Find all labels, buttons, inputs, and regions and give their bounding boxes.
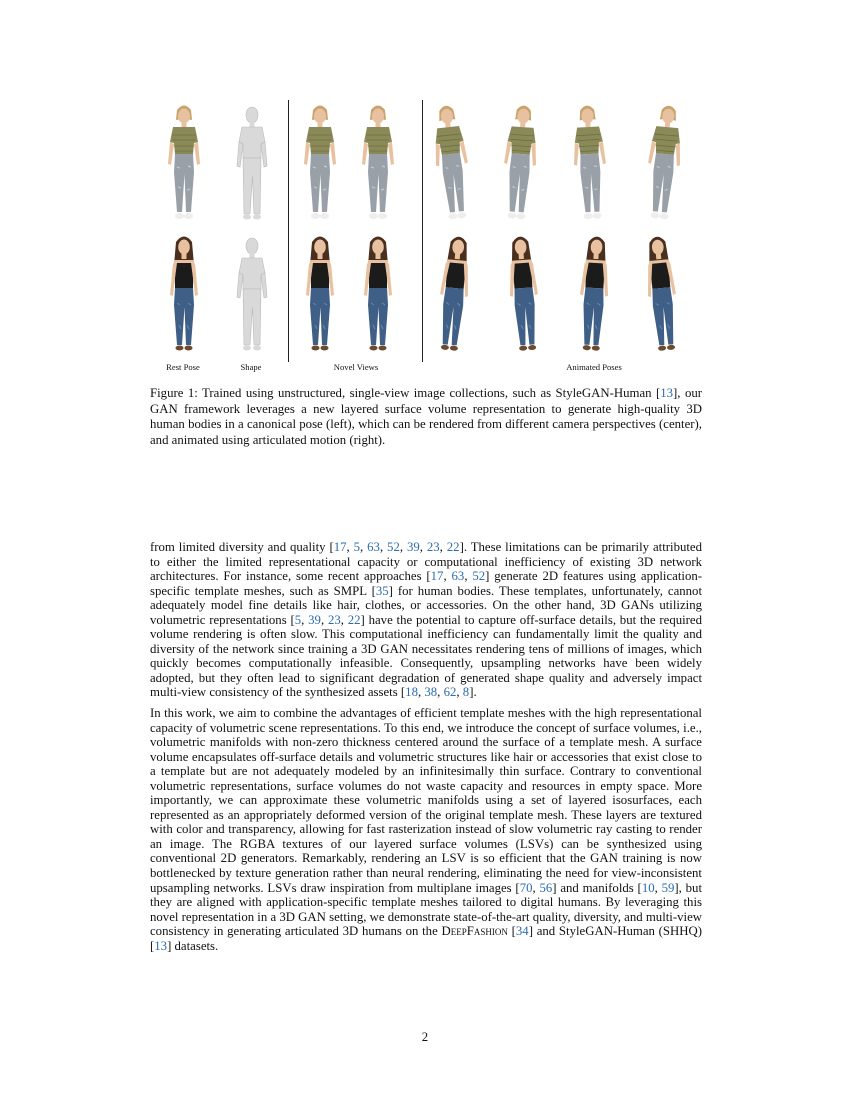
label-novel-views: Novel Views	[333, 362, 379, 372]
animated-pose-render	[496, 101, 545, 228]
novel-view-render	[358, 233, 398, 358]
novel-view-render	[358, 102, 398, 227]
figure-row-blonde	[150, 102, 702, 227]
figure-caption: Figure 1: Trained using unstructured, single-view image collections, such as StyleGAN-Human [13], our GAN framework leverages a new layered surface volume representation to generate high-quality 3D human bodies in a canonical pose (left), which can be rendered from different camera perspectives (center), and animated using articulated motion (right).	[150, 386, 702, 447]
citation-link[interactable]: 13	[660, 386, 674, 400]
animated-pose-render	[571, 232, 617, 359]
citation-link[interactable]: 59	[661, 880, 675, 895]
citation-link[interactable]: 5	[294, 612, 302, 627]
citation-link[interactable]: 8	[462, 685, 470, 700]
citation-link[interactable]: 22	[446, 540, 460, 554]
label-shape: Shape	[240, 362, 262, 372]
citation-link[interactable]: 56	[539, 880, 553, 895]
figure-row-brunette	[150, 233, 702, 358]
citation-link[interactable]: 34	[515, 924, 529, 939]
dataset-name: DeepFashion	[441, 924, 508, 939]
animated-pose-render	[429, 231, 480, 359]
shape-mesh-render	[232, 233, 272, 358]
citation-link[interactable]: 38	[424, 685, 438, 700]
label-animated-poses: Animated Poses	[566, 362, 622, 372]
citation-link[interactable]: 39	[406, 540, 420, 554]
rest-pose-render	[164, 233, 204, 358]
animated-pose-render	[567, 101, 613, 228]
figure-1	[150, 96, 702, 376]
citation-link[interactable]: 5	[353, 540, 361, 554]
animated-pose-render	[637, 231, 688, 359]
figure-divider-left	[288, 100, 289, 362]
citation-link[interactable]: 63	[451, 569, 465, 584]
citation-link[interactable]: 70	[519, 880, 533, 895]
novel-view-render	[300, 233, 340, 358]
citation-link[interactable]: 18	[405, 685, 418, 700]
citation-link[interactable]: 13	[154, 938, 168, 953]
body-text	[150, 540, 702, 959]
paragraph-1: from limited diversity and quality [17, 5, 63, 52, 39, 23, 22]. These limitations can be primarily attributed to either the limited representational capacity or computational inefficiency of existing 3D network architectures. For instance, some recent approaches [17, 63, 52] generate 2D features using application-specific template meshes, such as SMPL [35] for human bodies. These templates, unfortunately, cannot adequately model fine details like hair, clothes, or accessories. On the other hand, 3D GANs utilizing volumetric representations [5, 39, 23, 22] have the potential to capture off-surface details, but the required volume rendering is often slow. This computational inefficiency can fundamentally limit the quality and diversity of the network since training a 3D GAN necessitates rendering tens of millions of images, which quickly becomes computationally infeasible. Consequently, upsampling networks have been widely adopted, but they often lead to significant degradation of generated shape quality and adversely impact multi-view consistency of the synthesized assets [18, 38, 62, 8].	[150, 540, 703, 700]
page-number: 2	[421, 1030, 429, 1044]
citation-link[interactable]: 35	[375, 583, 389, 598]
novel-view-render	[300, 102, 340, 227]
rest-pose-render	[164, 102, 204, 227]
citation-link[interactable]: 17	[333, 540, 347, 554]
citation-link[interactable]: 52	[472, 569, 486, 584]
animated-pose-render	[426, 100, 479, 228]
citation-link[interactable]: 23	[426, 540, 440, 554]
animated-pose-render	[639, 100, 690, 228]
figure-divider-right	[422, 100, 423, 362]
animated-pose-render	[500, 232, 549, 359]
label-rest-pose: Rest Pose	[166, 362, 200, 372]
citation-link[interactable]: 10	[641, 880, 655, 895]
citation-link[interactable]: 62	[443, 685, 457, 700]
citation-link[interactable]: 63	[367, 540, 380, 554]
citation-link[interactable]: 52	[387, 540, 400, 554]
citation-link[interactable]: 23	[327, 612, 341, 627]
citation-link[interactable]: 17	[430, 569, 444, 584]
citation-link[interactable]: 22	[347, 612, 361, 627]
shape-mesh-render	[232, 102, 272, 227]
citation-link[interactable]: 39	[308, 612, 321, 627]
paragraph-2: In this work, we aim to combine the advantages of efficient template meshes with the high representational capacity of volumetric scene representations. To this end, we introduce the concept of surface volumes, i.e., volumetric manifolds with non-zero thickness centered around the surface of a template mesh. A surface volume encapsulates off-surface details and volumetric structures like hair or accessories that exist close to a template but are not adequately modeled by an infinitesimally thin surface. Contrary to conventional volumetric representations, surface volumes do not waste capacity and resources in empty space. More importantly, we can approximate these volumetric manifolds using a set of layered isosurfaces, each represented as an appropriately deformed version of the original template mesh. These layers are textured with color and transparency, allowing for fast rasterization instead of slow volumetric ray casting to render an image. The RGBA textures of our layered surface volumes (LSVs) can be synthesized using conventional 2D generators. Remarkably, rendering an LSV is so efficient that the GAN training is now bottlenecked by texture generation rather than neural rendering, eliminating the need for view-inconsistent upsampling networks. LSVs draw inspiration from multiplane images [70, 56] and manifolds [10, 59], but they are aligned with application-specific template meshes tailored to digital humans. By leveraging this novel representation in a 3D GAN setting, we demonstrate state-of-the-art quality, diversity, and multi-view consistency in generating articulated 3D humans on the DeepFashion [34] and StyleGAN-Human (SHHQ) [13] datasets.	[150, 706, 703, 953]
